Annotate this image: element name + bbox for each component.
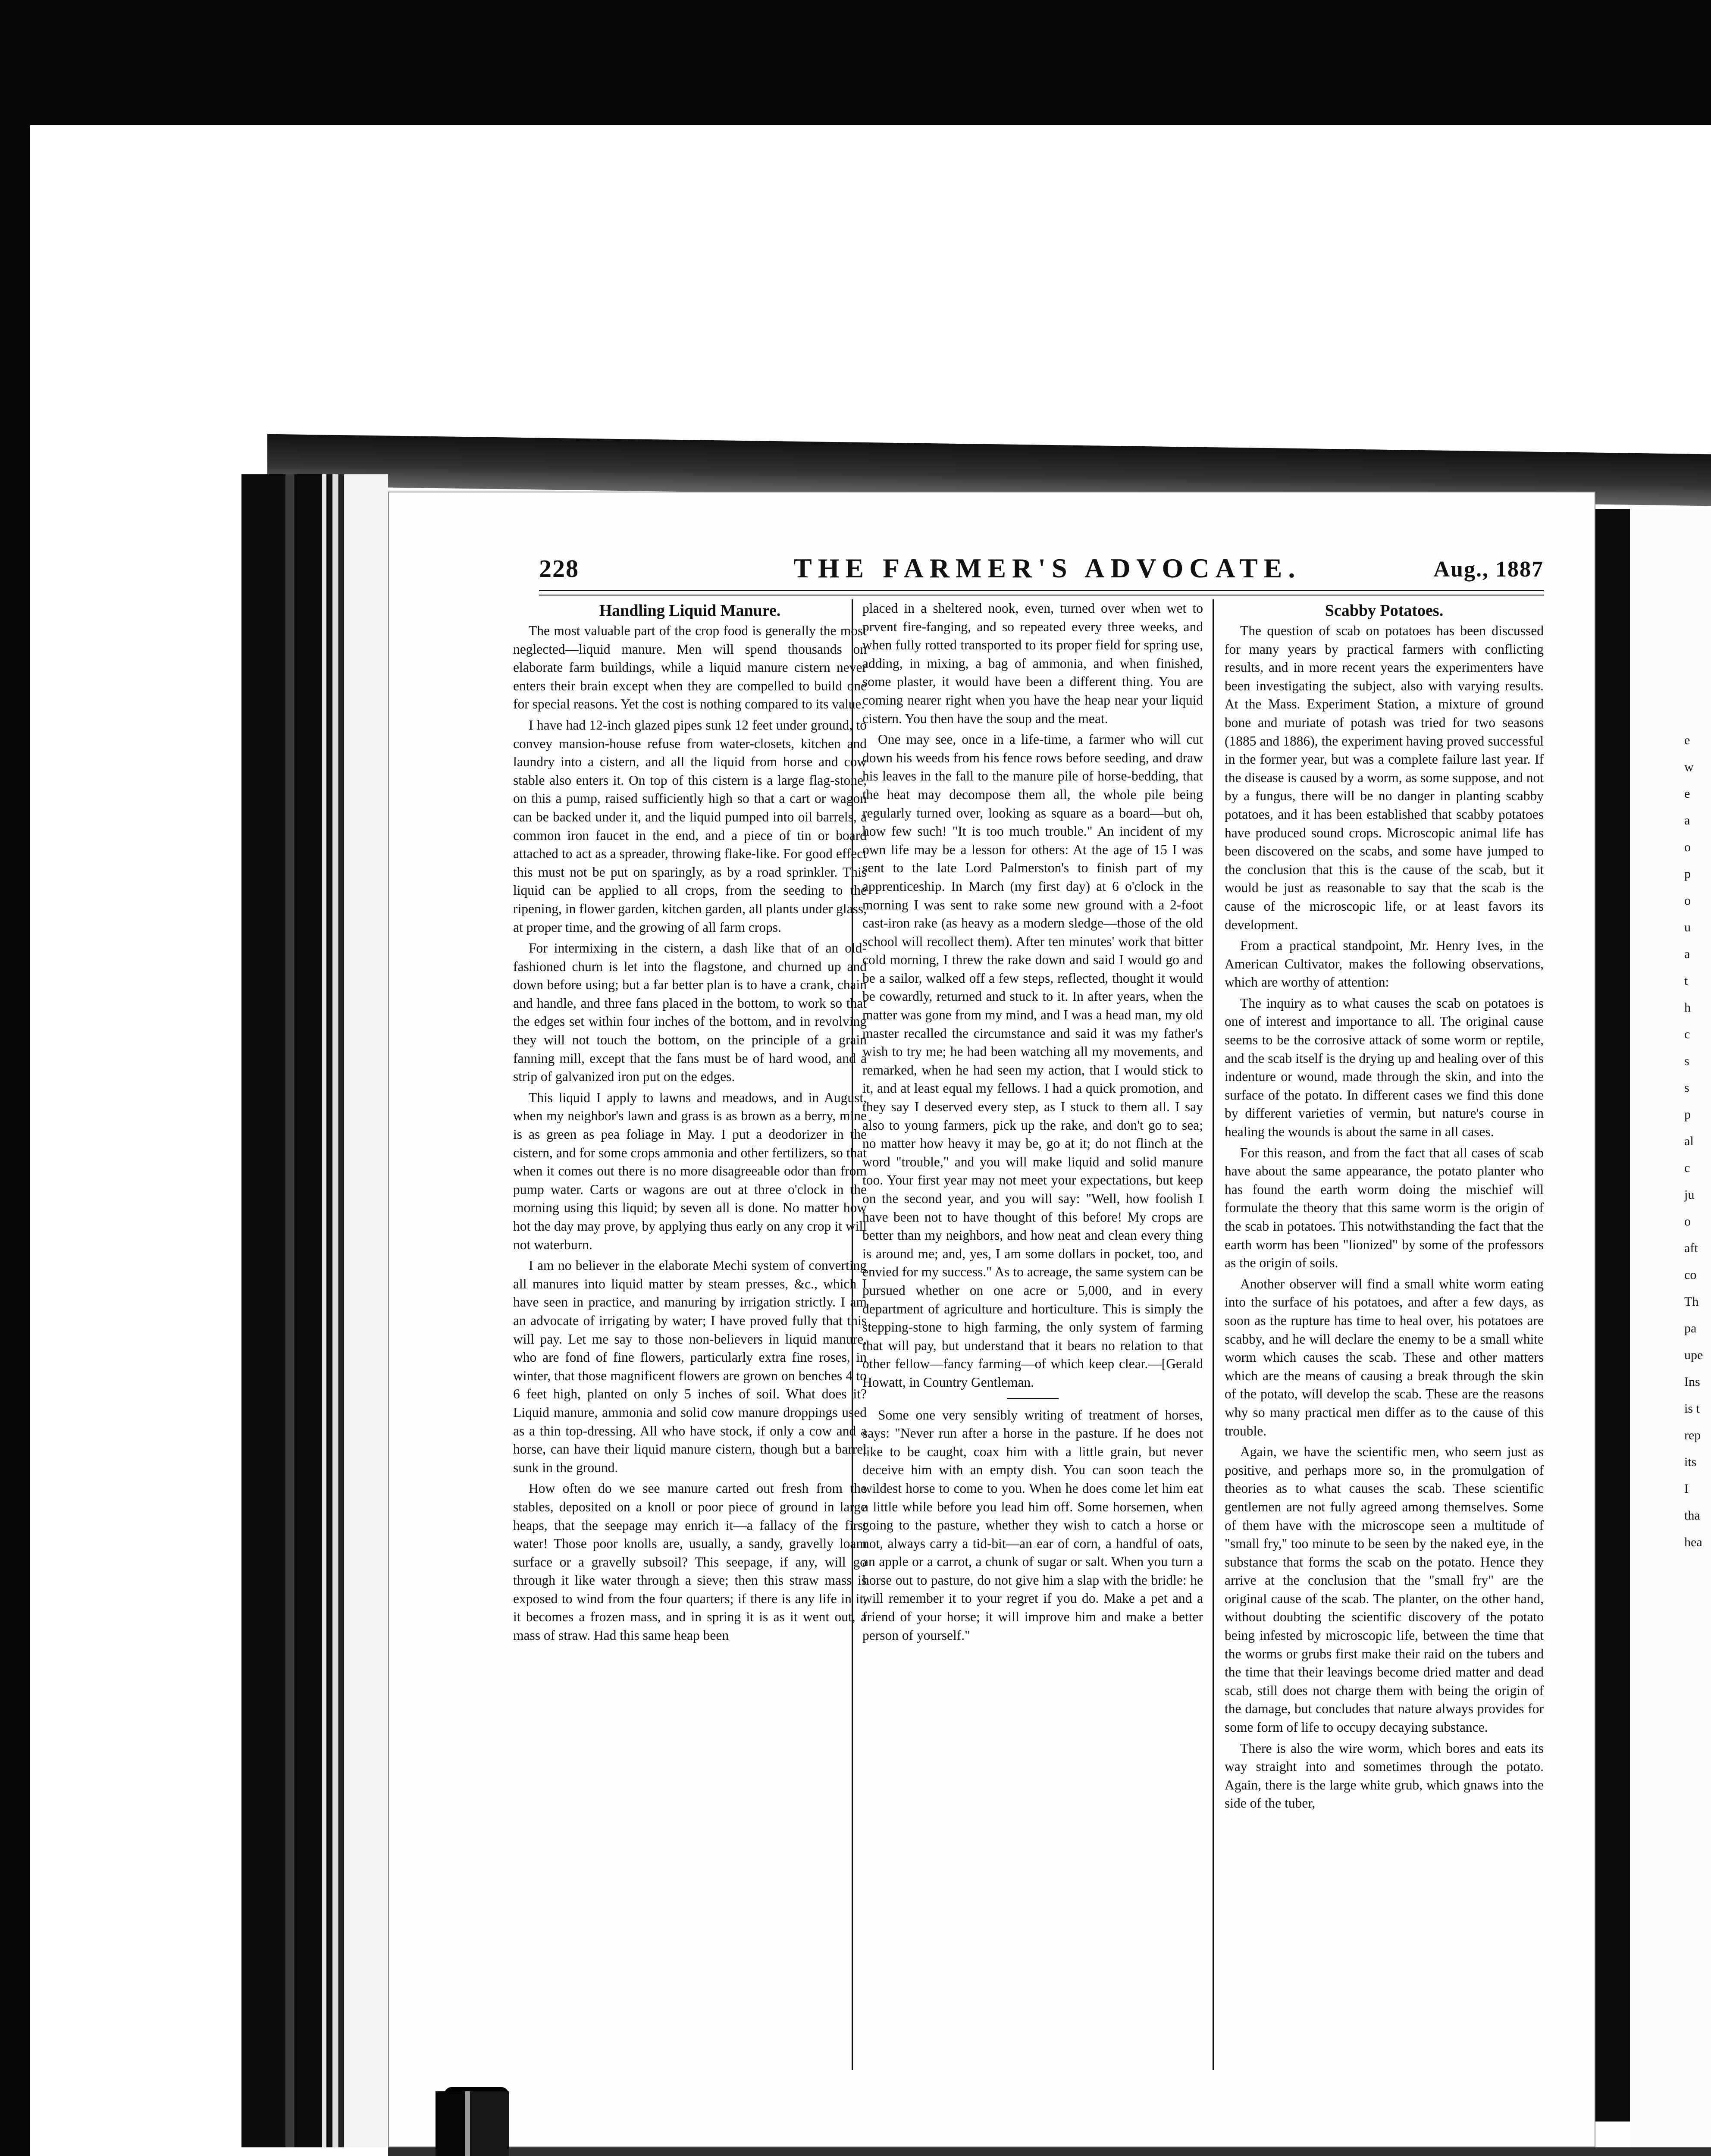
- facing-page-fragment: o: [1684, 840, 1691, 854]
- issue-date: Aug., 1887: [1433, 557, 1544, 582]
- newspaper-title: THE FARMER'S ADVOCATE.: [793, 553, 1301, 583]
- page-number: 228: [539, 555, 579, 583]
- facing-page-fragment: c: [1684, 1027, 1690, 1041]
- facing-page-fragment: I: [1684, 1482, 1689, 1496]
- facing-page-fragment: p: [1684, 867, 1691, 881]
- column-divider-2: [1213, 599, 1214, 2070]
- facing-page-fragment: hea: [1684, 1535, 1702, 1549]
- paragraph: I have had 12-inch glazed pipes sunk 12 feet under ground, to convey mansion-house refuse from water-closets, kitchen and laundry into a cistern, and all the liquid from horse and cow stable also enters it. On top of this cistern is a large flag-stone, on this a pump, raised sufficiently high so that a cart or wagon can be backed under it, and the liquid pumped into oil barrels, a common iron faucet in the end, and a piece of tin or board attached to act as a spreader, throwing flake-like. For good effect this must not be put on sparingly, as by a road sprinkler. This liquid can be applied to all crops, from the seeding to the ripening, in flower garden, kitchen garden, all plants under glass, at proper time, and the growing of all farm crops.: [513, 717, 867, 935]
- page-gutter: [1595, 509, 1630, 2122]
- facing-page-fragment: aft: [1684, 1241, 1698, 1255]
- article-scabby-potatoes: [1225, 599, 1544, 1815]
- scan-border-left: [0, 125, 30, 2156]
- paragraph: Another observer will find a small white worm eating into the surface of his potatoes, and after a few days, as soon as the rupture has time to heal over, his potatoes are scabby, and he will declare the enemy to be a small white worm which causes the scab. These and other matters which are the means of causing a break through the skin of the potato, will develop the scab. These are the reasons why so many practical men differ as to the cause of this trouble.: [1225, 1276, 1544, 1438]
- section-divider: [1007, 1398, 1059, 1399]
- facing-page-fragment: a: [1684, 947, 1690, 961]
- facing-page-fragment: upe: [1684, 1348, 1703, 1362]
- facing-page-fragment: s: [1684, 1081, 1689, 1095]
- facing-page-fragment: u: [1684, 920, 1691, 934]
- facing-page-fragment: is t: [1684, 1401, 1700, 1416]
- paragraph: One may see, once in a life-time, a farmer who will cut down his weeds from his fence rows before seeding, and draw his leaves in the fall to the manure pile of horse-bedding, that the heat may decompose them all, the whole pile being regularly turned over, looking as square as a board—but oh, how few such! "It is too much trouble." An incident of my own life may be a lesson for others: At the age of 15 I was sent to the late Lord Palmerston's to finish part of my apprenticeship. In March (my first day) at 6 o'clock in the morning I was sent to rake some new ground with a 2-foot cast-iron rake (as heavy as a modern sledge—those of the old school will recollect them). After ten minutes' work that bitter cold morning, I threw the rake down and said I would go and be a sailor, walked off a few steps, reflected, thought it would be cowardly, returned and stuck to it. In after years, when the matter was gone from my mind, and I was a head man, my old master recalled the circumstance and said it was my father's wish to try me; he had been watching all my movements, and remarked, when he had seen my action, that I would stick to it, and at least equal my fellows. I had a quick promotion, and they say I deserved every step, as I stuck to them all. I say also to young farmers, pick up the rake, and don't go to sea; no matter how heavy it may be, go at it; do not flinch at the word "trouble," and you will make liquid and solid manure too. Your first year may not meet your expectations, but keep on the second year, and you will say: "Well, how foolish I have been not to have thought of this before! My crops are better than my neighbors, and how neat and clean every thing is around me; and, yes, I am some dollars in pocket, too, and envied for my success." As to acreage, the same system can be pursued whether on one acre or 5,000, and in every department of agriculture and horticulture. This is simply the stepping-stone to high farming, the only system of farming that will pay, but understand that it bears no relation to that other fellow—fancy farming—of which keep clear.—[Gerald Howatt, in Country Gentleman.: [862, 732, 1203, 1390]
- paragraph: Again, we have the scientific men, who seem just as positive, and perhaps more so, in the promulgation of theories as to what causes the scab. These scientific gentlemen are not fully agreed among themselves. Some of them have with the microscope seen a multitude of "small fry," too minute to be seen by the naked eye, in the substance that forms the scab on the potato. Hence they arrive at the conclusion that the "small fry" are the original cause of the scab. The planter, on the other hand, without doubting the scientific discovery of the potato being infested by microscopic life, between the time that the worms or grubs first make their raid on the tubers and the time that their leavings become dried matter and dead scab, still does not charge them with being the origin of the damage, but concludes that nature always provides for some form of life to occupy decaying substance.: [1225, 1444, 1544, 1735]
- facing-page-fragment: co: [1684, 1268, 1697, 1282]
- paragraph: The inquiry as to what causes the scab on potatoes is one of interest and importance to all. The original cause seems to be the corrosive attack of some worm or reptile, and the scab itself is the drying up and healing over of this indenture or wound, made through the skin, and into the surface of the potato. In different cases we find this done by different varieties of vermin, but nature's course in healing the wounds is about the same in all cases.: [1225, 995, 1544, 1140]
- article-heading: Scabby Potatoes.: [1325, 602, 1444, 620]
- facing-page-fragment: t: [1684, 974, 1688, 988]
- paragraph: From a practical standpoint, Mr. Henry Ives, in the American Cultivator, makes the following observations, which are worthy of attention:: [1225, 938, 1544, 990]
- facing-page-fragment: Th: [1684, 1294, 1699, 1309]
- article-handling-liquid-manure: [513, 599, 867, 1648]
- facing-page-fragment: o: [1684, 1214, 1691, 1228]
- article-continuation: [862, 599, 1203, 1647]
- scan-border-top: [0, 0, 1711, 125]
- article-heading: Handling Liquid Manure.: [599, 602, 781, 620]
- facing-page-fragment: pa: [1684, 1321, 1697, 1335]
- header-rule: [539, 590, 1544, 595]
- facing-page-fragment: ju: [1684, 1188, 1695, 1202]
- facing-page-fragment: a: [1684, 813, 1690, 827]
- facing-page-fragment: e: [1684, 787, 1690, 801]
- paragraph: I am no believer in the elaborate Mechi system of converting all manures into liquid matter by steam presses, &c., which I have seen in practice, and manuring by irrigation strictly. I am an advocate of irrigating by water; I have proved fully that this will pay. Let me say to those non-believers in liquid manure, who are fond of fine flowers, particularly extra fine roses, in winter, that those magnificent flowers are grown on benches 4 to 6 feet high, planted on only 5 inches of soil. What does it? Liquid manure, ammonia and solid cow manure droppings used as a thin top-dressing. All who have stock, if only a cow and a horse, can have their liquid manure cistern, though but a barrel sunk in the ground.: [513, 1258, 867, 1475]
- facing-page-fragment: c: [1684, 1161, 1690, 1175]
- book-bottom-shadow: [388, 2147, 1711, 2156]
- facing-page-fragment: o: [1684, 893, 1691, 908]
- facing-page-fragment: Ins: [1684, 1375, 1700, 1389]
- facing-page-fragment: al: [1684, 1134, 1694, 1148]
- paragraph: For this reason, and from the fact that all cases of scab have about the same appearance, the potato planter who has found the earth worm doing the mischief will formulate the theory that this same worm is the origin of the scab in potatoes. This notwithstanding the fact that the earth worm has been "lionized" by some of the professors as the origin of soils.: [1225, 1145, 1544, 1271]
- paragraph: Some one very sensibly writing of treatment of horses, says: "Never run after a horse in the pasture. If he does not like to be caught, coax him with a little grain, but never deceive him with an empty dish. You can soon teach the wildest horse to come to you. When he does come let him eat a little while before you lead him off. Some horsemen, when going to the pasture, whether they wish to catch a horse or not, always carry a tid-bit—an ear of corn, a handful of oats, an apple or a carrot, a chunk of sugar or salt. When you turn a horse out to pasture, do not give him a slap with the bridle: he will remember it to your regret if you do. Make a pet and a friend of your horse; it will improve him and make a better person of yourself.": [862, 1407, 1203, 1643]
- facing-page-fragment: w: [1684, 760, 1694, 774]
- facing-page-fragment: its: [1684, 1455, 1697, 1469]
- facing-page-fragment: p: [1684, 1107, 1691, 1122]
- paragraph: There is also the wire worm, which bores and eats its way straight into and sometimes through the potato. Again, there is the large white grub, which gnaws into the side of the tuber,: [1225, 1740, 1544, 1811]
- facing-page-fragment: s: [1684, 1054, 1689, 1068]
- paragraph: For intermixing in the cistern, a dash like that of an old-fashioned churn is let into the flagstone, and churned up and down before using; but a far better plan is to have a crank, chain and handle, and three fans placed in the bottom, to work so that the edges set within four inches of the bottom, and in revolving they will not touch the bottom, on the principle of a grain fanning mill, except that the fans must be of hard wood, and a strip of galvanized iron put on the edges.: [513, 940, 867, 1084]
- paragraph: placed in a sheltered nook, even, turned over when wet to prvent fire-fanging, and so repeated every three weeks, and when fully rotted transported to its proper field for spring use, adding, in mixing, a bag of ammonia, and when finished, some plaster, it would have been a different thing. You are coming nearer right when you have the heap near your liquid cistern. You then have the soup and the meat.: [862, 601, 1203, 726]
- facing-page-fragment: h: [1684, 1000, 1691, 1015]
- paragraph: How often do we see manure carted out fresh from the stables, deposited on a knoll or poor piece of ground in large heaps, that the seepage may enrich it—a fallacy of the first water! Those poor knolls are, usually, a sandy, gravelly loam surface or a gravelly subsoil? This seepage, if any, will go through it like water through a sieve; then this straw mass is exposed to wind from the four quarters; if there is any life in it, it becomes a frozen mass, and in spring it is as it went out, a mass of straw. Had this same heap been: [513, 1481, 867, 1643]
- paragraph: The question of scab on potatoes has been discussed for many years by practical farmers with conflicting results, and in more recent years the experimenters have been investigating the subject, also with varying results. At the Mass. Experiment Station, a mixture of ground bone and muriate of potash was tried for two seasons (1885 and 1886), the experiment having proved successful in the former year, but was a complete failure last year. If the disease is caused by a worm, as some suppose, and not by a fungus, there will be no danger in planting scabby potatoes, and it has been established that scabby potatoes have produced sound crops. Microscopic animal life has been discovered on the scabs, and some have jumped to the conclusion that this is the cause of the scab, but it would be just as reasonable to say that the scab is the cause of the microscopic life, or at least favors its development.: [1225, 623, 1544, 932]
- facing-page-fragment: e: [1684, 733, 1690, 747]
- facing-page-fragment: tha: [1684, 1508, 1700, 1523]
- book-spine: [241, 474, 388, 2147]
- paragraph: The most valuable part of the crop food is generally the most neglected—liquid manure. Men will spend thousands on elaborate farm buildings, while a liquid manure cistern never enters their brain except when they are compelled to build one for special reasons. Yet the cost is nothing compared to its value.: [513, 623, 867, 712]
- page-clamp: [436, 2091, 509, 2156]
- facing-page-edge: [1630, 509, 1711, 2147]
- facing-page-fragment: rep: [1684, 1428, 1701, 1442]
- paragraph: This liquid I apply to lawns and meadows, and in August, when my neighbor's lawn and grass is as brown as a berry, mine is as green as pea foliage in May. I put a deodorizer in the cistern, and for some crops ammonia and other fertilizers, so that when it comes out there is no more disagreeable odor than from pump water. Carts or wagons are out at three o'clock in the morning using this liquid; by seven all is done. No matter how hot the day may prove, by applying thus early on any crop it will not waterburn.: [513, 1090, 867, 1252]
- page-header: [539, 554, 1544, 589]
